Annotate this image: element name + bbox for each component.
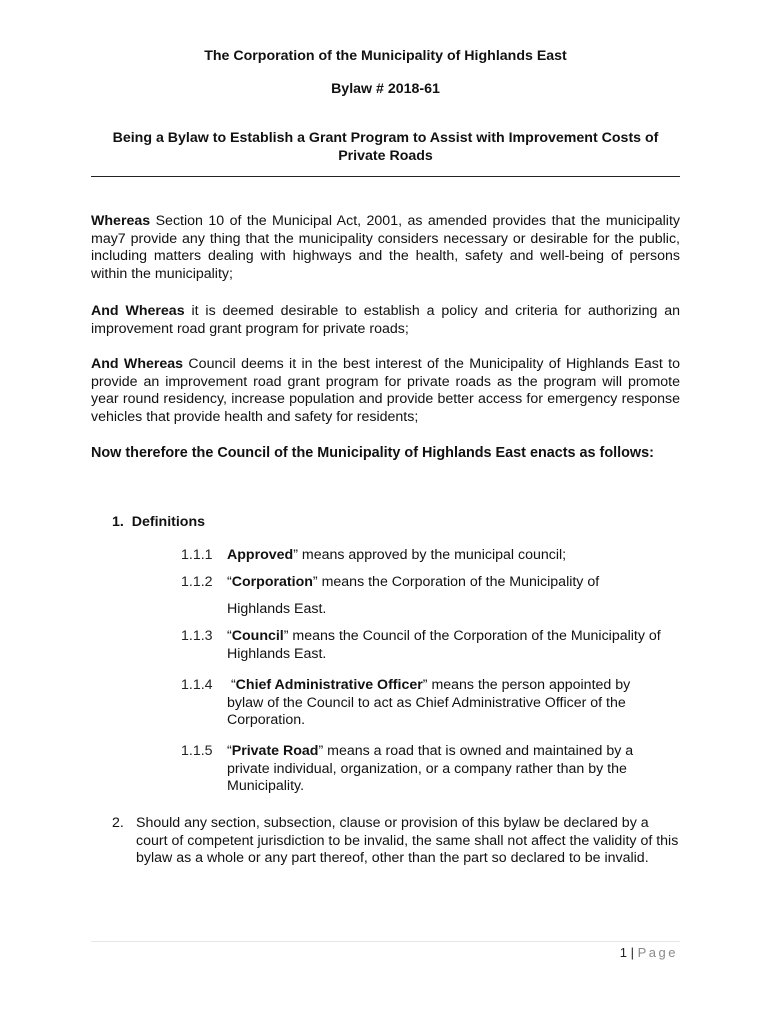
definition-body: ” means the Council of the Corporation of the Municipality of Highlands East. [227,628,661,662]
definition-number: 1.1.3 [181,628,213,644]
recital-and-whereas-1 [91,303,680,338]
section-text: Should any section, subsection, clause or provision of this bylaw be declared by a court of competent jurisdiction to be invalid, the same shall not affect the validity of this bylaw as a whole or any part thereof, other than the part so declared to be invalid. [136,815,679,866]
definition-number: 1.1.1 [181,547,213,563]
page-footer [620,944,678,962]
recital-text: Council deems it in the best interest of the Municipality of Highlands East to provide an improvement road grant program for private roads as the program will promote year round residency, increase population and provide better access for emergency response vehicles that provide health and safety for residents; [91,356,680,425]
definition-body: ” means a road that is owned and maintained by a private individual, organization, or a company rather than by the Municipality. [227,743,634,794]
bylaw-title-line-1: Being a Bylaw to Establish a Grant Program to Assist with Improvement Costs of [112,130,659,146]
enacting-clause: Now therefore the Council of the Municipality of Highlands East enacts as follows: [91,445,654,461]
page-number: 1 [619,945,627,960]
recital-and-whereas-2 [91,356,680,426]
recital-lead: And Whereas [91,356,184,372]
definition-text [227,628,667,663]
open-quote: “ [227,677,236,693]
definition-body: ” means the Corporation of the Municipality of [312,574,600,590]
definition-term: Corporation [231,574,313,590]
page-separator: | [630,945,634,960]
bylaw-title-line-2: Private Roads [338,148,433,164]
definition-term: Private Road [231,743,319,759]
definition-term: Chief Administrative Officer [235,677,423,693]
definition-text [227,743,667,796]
section-number: 2. [112,815,124,831]
recital-whereas [91,213,680,283]
recital-text: Section 10 of the Municipal Act, 2001, as amended provides that the municipality may7 provide any thing that the municipality considers necessary or desirable for the public, including matters dealing with highways and the health, safety and well-being of persons within the municipality; [91,213,680,282]
definition-number: 1.1.5 [181,743,213,759]
section-number: 1. [112,514,124,530]
definition-number: 1.1.4 [181,677,213,693]
section-1-heading [112,514,205,532]
open-quote: “ [227,628,232,644]
recital-lead: Whereas [91,213,151,229]
recital-lead: And Whereas [91,303,185,319]
definition-text [227,547,667,565]
definition-text [227,574,667,592]
definition-number: 1.1.2 [181,574,213,590]
definition-body: ” means the person appointed by bylaw of the Council to act as Chief Administrative Officer of the Corporation. [227,677,631,728]
definition-term: Council [231,628,284,644]
recital-text: it is deemed desirable to establish a policy and criteria for authorizing an improvement road grant program for private roads; [91,303,680,337]
definition-body: ” means approved by the municipal council; [293,547,567,563]
definition-text [227,677,667,730]
open-quote: “ [227,743,232,759]
definition-continuation: Highlands East. [227,601,327,617]
definition-term: Approved [227,547,294,563]
open-quote: “ [227,574,232,590]
footer-divider [91,941,680,942]
section-title: Definitions [131,514,206,530]
page-label: Page [637,945,678,960]
bylaw-number: Bylaw # 2018-61 [331,81,440,97]
document-heading: The Corporation of the Municipality of Highlands East [204,48,567,64]
title-divider [91,176,680,177]
